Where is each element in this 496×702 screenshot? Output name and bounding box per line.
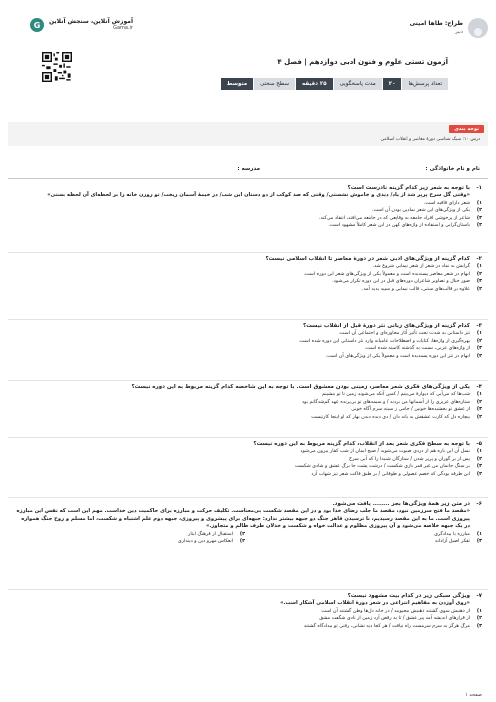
question-stem <box>14 592 482 600</box>
answer-option-1[interactable] <box>14 330 482 338</box>
option-text: تفکر اصیل آزادانه <box>435 539 470 545</box>
name-label: نام و نام خانوادگی : <box>425 166 480 172</box>
question-number: ۷- <box>476 593 482 599</box>
question-7 <box>14 592 482 630</box>
option-number: ۴) <box>476 286 482 292</box>
divider <box>8 178 488 179</box>
question-passage: «روی آوردن به مفاهیم انتزاعی در شعر دورهٔ انقلاب اسلامی آشکار است.» <box>280 600 470 606</box>
designer-name: طراح: طاها امینی <box>409 20 463 27</box>
answer-option-3[interactable] <box>251 538 482 546</box>
question-text: یکی از ویژگی‌های فکری شعر معاصر، زمینی بودن معشوق است. با توجه به این شاخصه کدام گزینه مربوط به این دوره نیست؟ <box>131 384 470 390</box>
option-text: بر سنگ جانمان من غیر قمر بازی شکست / درشت پشت جا برگ عشق و شادی شکست <box>294 464 470 470</box>
option-number: ۳) <box>476 464 482 470</box>
option-number: ۳) <box>476 539 482 545</box>
answer-option-2[interactable] <box>14 271 482 279</box>
option-number: ۳) <box>476 279 482 285</box>
question-text: کدام گزینه از ویژگی‌های ادبی شعر در دورهٔ معاصر تا انقلاب اسلامی نیست؟ <box>265 256 470 262</box>
designer-role: دبیر <box>455 29 463 35</box>
question-text: ویژگی سبکی زیر در کدام بیت مشهود نیست؟ <box>347 593 470 599</box>
question-separator <box>8 319 488 320</box>
answer-options <box>14 200 482 230</box>
qr-code-icon <box>42 52 72 82</box>
question-4 <box>14 383 482 421</box>
question-1 <box>14 184 482 230</box>
answer-options <box>14 531 482 546</box>
question-6 <box>14 500 482 546</box>
answer-option-1[interactable] <box>14 608 482 616</box>
option-text: گرایش به نماد در شعر از شعر نیمایی شروع شد. <box>372 264 470 269</box>
answer-option-4[interactable] <box>14 222 482 230</box>
option-text: باستان‌گرایی و استفاده از واژه‌های کهن در این شعر کاملاً مشهود است. <box>328 223 470 229</box>
option-number: ۲) <box>476 399 482 405</box>
question-passage: «مقصد ما فتح سرزمین نبود، مقصد ما جلب رضای خدا بود و در این مقصد شکست بی‌معناست. تکلیف حرکت و مبارزه برای حاکمیت دین خداست. مهم این است که نفس این مبارزه پیروزی است. ما به این مقصد رسیدیم، نا ترسیدن قاهر جنگ دو جبهه بیشتر ندارد: جبهه‌ای برای پیشروی و پیروزی، جبهه دوم علم اشتباه و شکست، اما مسلم و روح جنگ همواره در یک جبهه خلاصه می‌شود و آن پیروزی مظلوم و عدالت خواه و شکست و خذلان طرف ظالم و متجاوز.» <box>16 508 470 529</box>
answer-option-1[interactable] <box>14 448 482 456</box>
answer-option-2[interactable] <box>14 338 482 346</box>
question-2 <box>14 255 482 293</box>
option-number: ۱) <box>476 331 482 336</box>
question-text: با توجه به شعر زیر کدام گزینه نادرست است؟ <box>347 185 470 191</box>
answer-option-3[interactable] <box>14 406 482 414</box>
question-number: ۵- <box>476 441 482 447</box>
option-text: نثر داستانی به شدت تحت تأثیر آثار محاوره‌ای و اجتماعی آن است. <box>338 331 470 336</box>
question-number: ۳- <box>476 323 482 329</box>
option-number: ۲) <box>239 531 245 537</box>
option-text: شعر دارای قافیه است. <box>423 200 470 206</box>
brand-logo[interactable] <box>30 18 133 32</box>
option-number: ۱) <box>476 608 482 614</box>
question-separator <box>8 497 488 498</box>
question-number: ۶- <box>476 501 482 507</box>
answer-option-3[interactable] <box>14 345 482 353</box>
option-text: از ذهنیش سوی گشتند ذهنیش محبوبند / در خانه دل‌ها وطن گشتند آن است <box>321 608 470 614</box>
student-info-row <box>16 166 480 172</box>
option-text: ابن طرفه بودگی که خصم عصولی و طوفانی / بر طبق فاکت شعر تیز شهاب آرد <box>311 471 470 477</box>
option-text: انعکاس مهرو دین و دینداری <box>177 539 233 545</box>
answer-options <box>14 448 482 478</box>
question-separator <box>8 589 488 590</box>
question-stem <box>14 322 482 330</box>
answer-options <box>14 391 482 421</box>
option-number: ۳) <box>476 407 482 413</box>
answer-option-4[interactable] <box>14 353 482 361</box>
answer-option-2[interactable] <box>14 399 482 407</box>
question-stem <box>14 440 482 448</box>
option-text: مبارزه با بیدادگری <box>434 531 470 537</box>
page-number: صفحه ۱ <box>465 692 482 698</box>
logo-icon: G <box>30 18 44 32</box>
answer-option-2[interactable] <box>14 207 482 215</box>
answer-option-4[interactable] <box>14 414 482 422</box>
answer-options <box>14 263 482 293</box>
question-text: کدام گزینه از ویژگی‌های زبانی نثر دورهٔ قبل از انقلاب نیست؟ <box>303 323 470 329</box>
question-separator <box>8 437 488 438</box>
brand-title: آموزش آنلاین، سنجش آنلاین <box>49 18 134 25</box>
difficulty-value: متوسط <box>220 78 253 90</box>
option-number: ۲) <box>476 616 482 622</box>
option-number: ۲) <box>476 271 482 277</box>
section-tag: توجه بندی <box>449 125 484 133</box>
answer-option-3[interactable] <box>14 215 482 223</box>
header <box>8 8 488 96</box>
option-number: ۴) <box>476 353 482 359</box>
option-text: بهره‌گیری از واژه‌ها، کنایات و اصطلاحات عامیانه وارد نثر داستانی این دوره شده است. <box>298 338 470 344</box>
answer-option-1[interactable] <box>14 200 482 208</box>
option-number: ۱) <box>476 392 482 397</box>
option-number: ۳) <box>476 623 482 629</box>
answer-option-4[interactable] <box>14 538 245 546</box>
brand-url: Gama.ir <box>113 25 134 31</box>
answer-option-1[interactable] <box>14 391 482 399</box>
answer-option-4[interactable] <box>14 286 482 294</box>
question-number: ۲- <box>476 256 482 262</box>
answer-option-1[interactable] <box>251 531 482 539</box>
answer-option-2[interactable] <box>14 531 245 539</box>
option-text: ابهام در نثر این دوره پسندیده است و معمولاً یکی از ویژگی‌های آن است. <box>325 353 470 359</box>
option-text: صور خیال و تصاویر شاعران دوره‌های قبل در این دوره تکرار می‌شود. <box>332 279 470 285</box>
option-text: شاعر از پرخوشی افراد جامعه به وقایعی که در جامعه می‌افتد، انتقاد می‌کند. <box>318 215 470 221</box>
question-number: ۱- <box>476 185 482 191</box>
option-number: ۳) <box>476 346 482 352</box>
question-passage: «وقتی گل سرخ پرپر شد از یاد/ دیدی و خاموش نشستی/ وقتی که صد کوکب از دو دستان این شب/ در خیمهٔ آسمان ریخت/ تو روزن خانه را بر لحظه‌ای آن لحظه بستی» <box>47 192 470 198</box>
question-text: با توجه به سطح فکری شعر بعد از انقلاب، کدام گزینه مربوط به این دوره نیست؟ <box>253 441 470 447</box>
difficulty-label: سطح سختی <box>253 78 295 90</box>
section-bar <box>8 122 488 146</box>
question-stem <box>14 184 482 192</box>
school-label: مدرسه : <box>237 166 260 172</box>
lesson-title: درس ۱۰: سبک شناسی دورهٔ معاصر و انقلاب اسلامی <box>380 137 480 142</box>
question-stem <box>14 500 482 508</box>
answer-options <box>14 330 482 360</box>
option-number: ۴) <box>239 539 245 545</box>
option-text: از واژه‌های عربی، نسبت به گذشته کاسته شده است. <box>364 346 470 352</box>
option-text: یکی از ویژگی‌های این شعر نمادین بودن آن است. <box>371 208 470 214</box>
answer-option-2[interactable] <box>14 615 482 623</box>
option-text: بیچاره دل که کارت عشقش به بانه دان / دی دیده دیدن بهار که او اینجا کارتیست <box>311 414 470 420</box>
avatar <box>468 18 488 38</box>
answer-option-3[interactable] <box>14 623 482 631</box>
exam-meta <box>220 78 448 90</box>
option-text: علاوه بر قالب‌های سنتی، قالب نیمایی و سپید پدید آمد. <box>361 286 470 292</box>
questions-count-label: تعداد پرسش‌ها <box>401 78 448 90</box>
option-number: ۱) <box>476 531 482 537</box>
duration-label: مدت پاسخگویی <box>333 78 382 90</box>
option-number: ۲) <box>476 456 482 462</box>
option-number: ۲) <box>476 208 482 214</box>
option-number: ۲) <box>476 338 482 344</box>
answer-option-3[interactable] <box>14 463 482 471</box>
option-text: از عشق تو بخشیده‌ها خونین / جامی ز سینه سرم آگاه خونی <box>351 407 470 413</box>
designer-block <box>410 18 488 38</box>
option-number: ۱) <box>476 264 482 269</box>
questions-count-value: ۲۰ <box>382 78 402 90</box>
option-text: شب‌ها که می‌آیی که دیوارهٔ می‌بینم / کمین آنکه می‌شوند زمین تا تو بنشینم <box>322 392 470 397</box>
option-number: ۴) <box>476 471 482 477</box>
option-number: ۱) <box>476 449 482 454</box>
exam-title: آزمون تستی علوم و فنون ادبی دوازدهم | فصل ۴ <box>277 58 448 66</box>
option-number: ۴) <box>476 414 482 420</box>
option-text: استقبال از فرهنگ ایثار <box>188 531 233 537</box>
question-separator <box>8 252 488 253</box>
option-text: ستاره‌های عزیزی را از آسمانها من بردند / و سیمه‌های تو بی‌پرنده عهد گم‌شدگانم بود <box>302 399 470 405</box>
question-3 <box>14 322 482 360</box>
question-text: در متن زیر همهٔ ویژگی‌ها بجز ........ یافت می‌شود. <box>332 501 470 507</box>
option-number: ۳) <box>476 215 482 221</box>
option-number: ۱) <box>476 200 482 206</box>
option-text: نسل آن این باره هم از دردی صبوت می‌شوید / صبح ایمان از شب کفار بیرون می‌شود <box>300 449 470 454</box>
option-text: پس از بر گوران و پرپر شدن / ستارگان شنیدا را که آبی سرخ <box>348 456 470 462</box>
question-stem <box>14 255 482 263</box>
answer-option-1[interactable] <box>14 263 482 271</box>
question-stem <box>14 383 482 391</box>
option-number: ۴) <box>476 223 482 229</box>
question-5 <box>14 440 482 478</box>
question-number: ۴- <box>476 384 482 390</box>
answer-option-4[interactable] <box>14 471 482 479</box>
answer-option-3[interactable] <box>14 278 482 286</box>
answer-options <box>14 608 482 631</box>
option-text: ابهام در شعر معاصر پسندیده است و معمولاً یکی از ویژگی‌های شعر این دوره است. <box>303 271 470 277</box>
option-text: از قرارهای اندیشه آمد پیر عشق / تا به رقص آرد زمین از نادی شگفت مشق <box>319 616 470 622</box>
answer-option-2[interactable] <box>14 456 482 464</box>
duration-value: ۲۵ دقیقه <box>295 78 333 90</box>
option-text: مرگ هرگز به سرم سرمست راه نیافت / هر کجا دید نشانی، رفتی تو بیدادگاه گشتند <box>303 623 470 629</box>
question-separator <box>8 380 488 381</box>
